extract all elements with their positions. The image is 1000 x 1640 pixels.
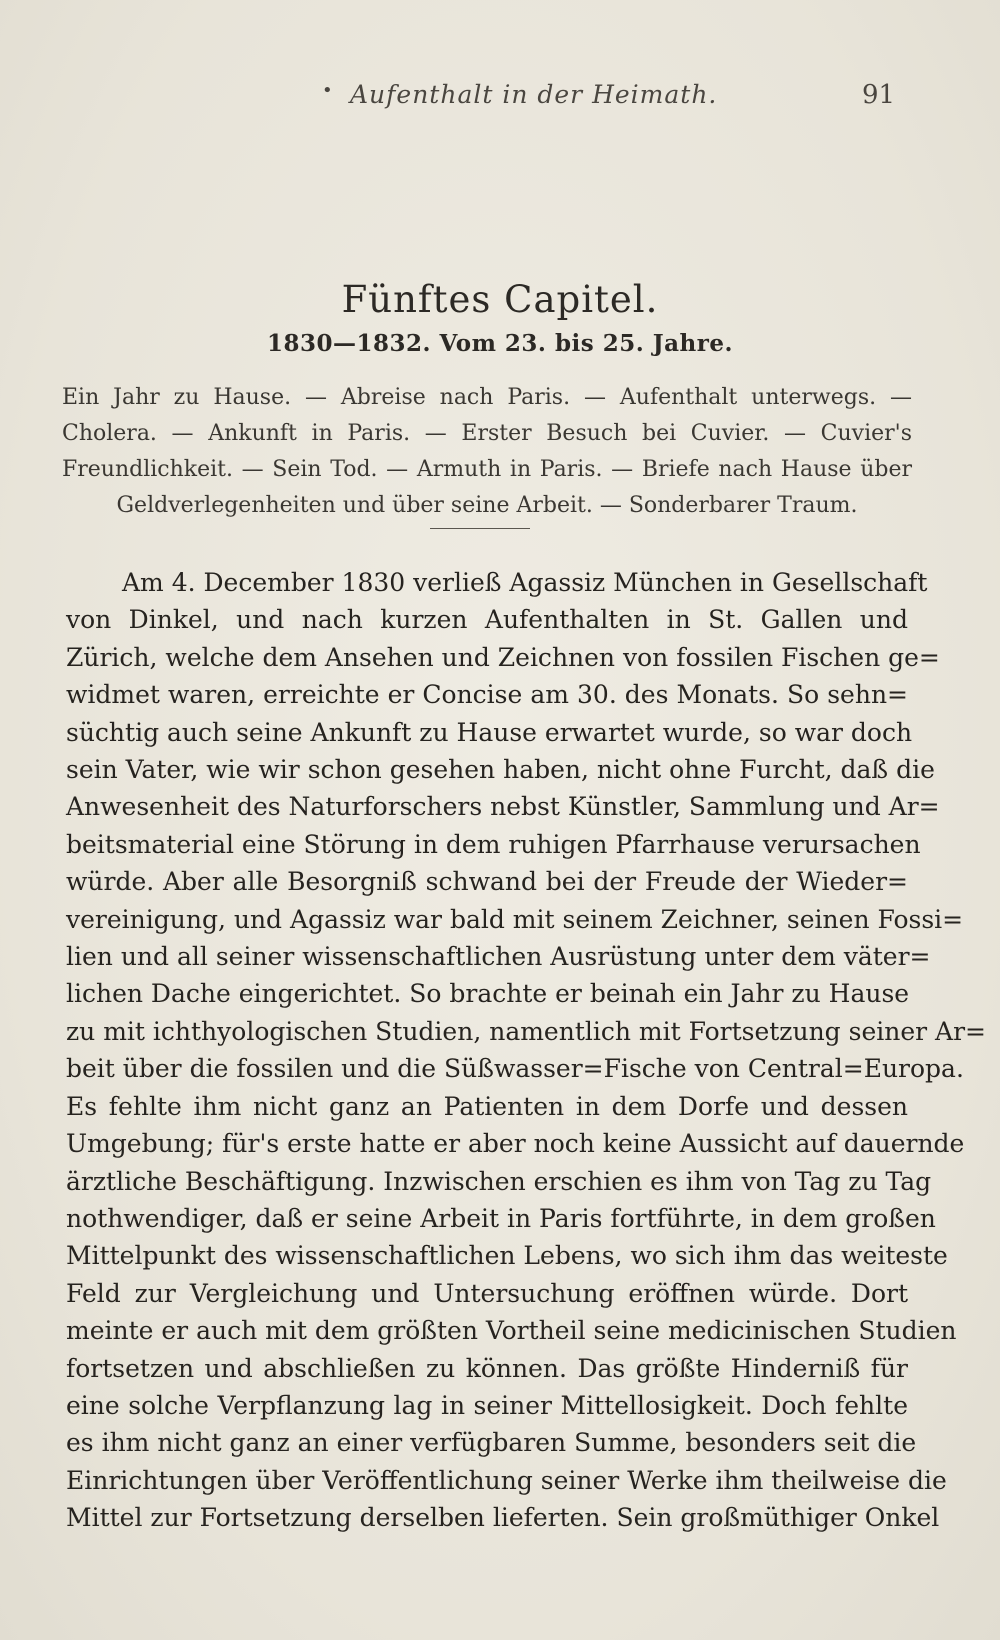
chapter-summary [62, 380, 912, 524]
body-line: es ihm nicht ganz an einer verfügbaren Summe, besonders seit die [66, 1428, 917, 1458]
body-line: Anwesenheit des Naturforschers nebst Künstler, Sammlung und Ar= [66, 792, 940, 822]
body-line: Mittel zur Fortsetzung derselben lieferten. Sein großmüthiger Onkel [66, 1503, 940, 1533]
section-divider [430, 528, 530, 529]
body-line: lichen Dache eingerichtet. So brachte er beinah ein Jahr zu Hause [66, 979, 910, 1009]
body-line: Am 4. December 1830 verließ Agassiz München in Gesellschaft [122, 568, 928, 597]
page-number: 91 [862, 80, 896, 110]
body-line: Mittelpunkt des wissenschaftlichen Lebens, wo sich ihm das weiteste [66, 1241, 948, 1271]
body-paragraph [66, 564, 986, 1537]
body-line: Es fehlte ihm nicht ganz an Patienten in dem Dorfe und dessen [66, 1091, 908, 1121]
body-line: beit über die fossilen und die Süßwasser=Fische von Central=Europa. [66, 1054, 964, 1084]
body-line: sein Vater, wie wir schon gesehen haben, nicht ohne Furcht, daß die [66, 755, 935, 785]
header-mark: • [322, 80, 333, 101]
summary-line: Cholera. — Ankunft in Paris. — Erster Besuch bei Cuvier. — Cuvier's [62, 421, 912, 446]
body-line: zu mit ichthyologischen Studien, namentlich mit Fortsetzung seiner Ar= [66, 1016, 986, 1046]
body-line: ärztliche Beschäftigung. Inzwischen erschien es ihm von Tag zu Tag [66, 1166, 932, 1196]
running-title: Aufenthalt in der Heimath. [350, 80, 718, 109]
body-line: Feld zur Vergleichung und Untersuchung eröffnen würde. Dort [66, 1278, 908, 1308]
chapter-subtitle: 1830—1832. Vom 23. bis 25. Jahre. [266, 330, 734, 357]
summary-line: Freundlichkeit. — Sein Tod. — Armuth in Paris. — Briefe nach Hause über [62, 457, 912, 482]
body-line: würde. Aber alle Besorgniß schwand bei der Freude der Wieder= [66, 867, 908, 897]
body-line: beitsmaterial eine Störung in dem ruhigen Pfarrhause verursachen [66, 829, 921, 859]
body-line: lien und all seiner wissenschaftlichen Ausrüstung unter dem väter= [66, 942, 931, 972]
body-line: meinte er auch mit dem größten Vortheil seine medicinischen Studien [66, 1316, 957, 1346]
body-line: Umgebung; für's erste hatte er aber noch keine Aussicht auf dauernde [66, 1129, 965, 1159]
body-line: Einrichtungen über Veröffentlichung seiner Werke ihm theilweise die [66, 1465, 947, 1495]
body-line: von Dinkel, und nach kurzen Aufenthalten in St. Gallen und [66, 605, 908, 635]
summary-line: Ein Jahr zu Hause. — Abreise nach Paris. — Aufenthalt unterwegs. — [62, 385, 912, 410]
running-header [0, 80, 1000, 114]
body-line: vereinigung, und Agassiz war bald mit seinem Zeichner, seinen Fossi= [66, 904, 964, 934]
body-line: süchtig auch seine Ankunft zu Hause erwartet wurde, so war doch [66, 717, 913, 747]
body-line: eine solche Verpflanzung lag in seiner Mittellosigkeit. Doch fehlte [66, 1390, 908, 1420]
body-line: nothwendiger, daß er seine Arbeit in Paris fortführte, in dem großen [66, 1203, 936, 1233]
body-line: widmet waren, erreichte er Concise am 30. des Monats. So sehn= [66, 680, 908, 710]
body-line: Zürich, welche dem Ansehen und Zeichnen von fossilen Fischen ge= [66, 642, 940, 672]
body-line: fortsetzen und abschließen zu können. Das größte Hinderniß für [66, 1353, 908, 1383]
chapter-title: Fünftes Capitel. [341, 278, 659, 321]
summary-line: Geldverlegenheiten und über seine Arbeit. — Sonderbarer Traum. [116, 493, 858, 518]
